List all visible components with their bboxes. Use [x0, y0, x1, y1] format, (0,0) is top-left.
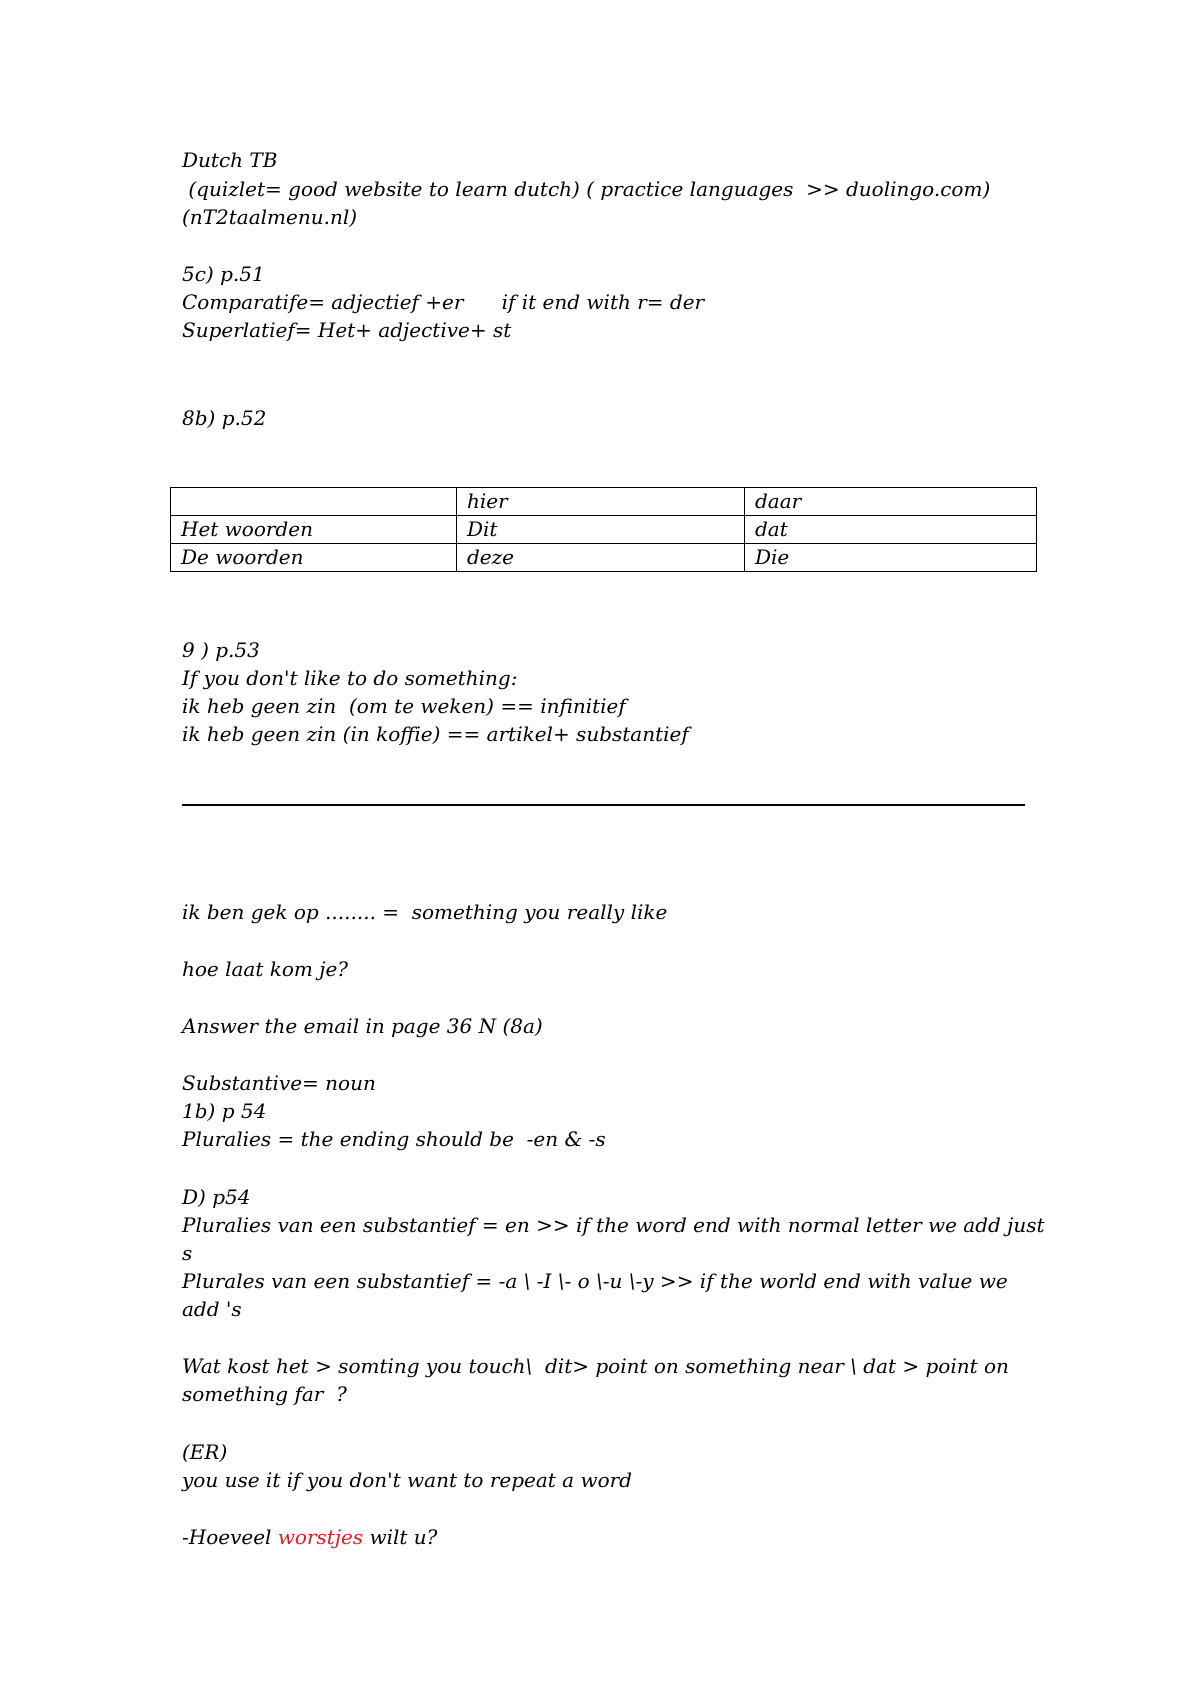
text-line: ik heb geen zin (in koffie) == artikel+ substantief: [182, 722, 689, 746]
table-header-row: [171, 488, 1037, 516]
highlighted-word: worstjes: [277, 1525, 364, 1549]
text-line: Plurales van een substantief = -a \ -I \- o \-u \-y >> if the world end with value we: [182, 1269, 1008, 1293]
text-line: ik ben gek op ........ = something you really like: [182, 900, 668, 924]
text-line: s: [182, 1241, 193, 1265]
text-line: Superlatief= Het+ adjective+ st: [182, 318, 512, 342]
table-cell: [171, 488, 457, 516]
section-heading: (ER): [182, 1440, 228, 1464]
section-heading: 8b) p.52: [182, 406, 267, 430]
table-cell: daar: [745, 488, 1037, 516]
text-line: Wat kost het > somting you touch\ dit> point on something near \ dat > point on: [182, 1354, 1009, 1378]
horizontal-divider: [182, 804, 1025, 806]
text-span: -Hoeveel: [182, 1525, 278, 1549]
table-cell: Dit: [457, 516, 745, 544]
text-line: Comparatife= adjectief +er if it end with r= der: [182, 290, 705, 314]
text-line: If you don't like to do something:: [182, 666, 518, 690]
table-row: [171, 516, 1037, 544]
example-sentence: [182, 1523, 437, 1551]
table-row: [171, 544, 1037, 572]
table-cell: Die: [745, 544, 1037, 572]
section-heading: 9 ) p.53: [182, 638, 260, 662]
table-cell: dat: [745, 516, 1037, 544]
table-cell: hier: [457, 488, 745, 516]
text-line: (nT2taalmenu.nl): [182, 205, 358, 229]
doc-title: Dutch TB: [182, 148, 278, 172]
text-span: wilt u?: [363, 1525, 438, 1549]
text-line: Pluralies van een substantief = en >> if the word end with normal letter we add just: [182, 1213, 1045, 1237]
section-heading: D) p54: [182, 1185, 251, 1209]
text-line: Substantive= noun: [182, 1071, 376, 1095]
section-heading: 1b) p 54: [182, 1099, 267, 1123]
text-line: hoe laat kom je?: [182, 957, 348, 981]
text-line: (quizlet= good website to learn dutch) ( practice languages >> duolingo.com): [182, 177, 991, 201]
text-line: you use it if you don't want to repeat a word: [182, 1468, 632, 1492]
table-cell: De woorden: [171, 544, 457, 572]
text-line: something far ?: [182, 1382, 347, 1406]
text-line: Pluralies = the ending should be -en & -s: [182, 1127, 606, 1151]
table-cell: deze: [457, 544, 745, 572]
demonstratives-table: [170, 487, 1037, 572]
text-line: ik heb geen zin (om te weken) == infinitief: [182, 694, 626, 718]
text-line: add 's: [182, 1297, 242, 1321]
table-cell: Het woorden: [171, 516, 457, 544]
text-line: Answer the email in page 36 N (8a): [182, 1014, 543, 1038]
section-heading: 5c) p.51: [182, 262, 265, 286]
